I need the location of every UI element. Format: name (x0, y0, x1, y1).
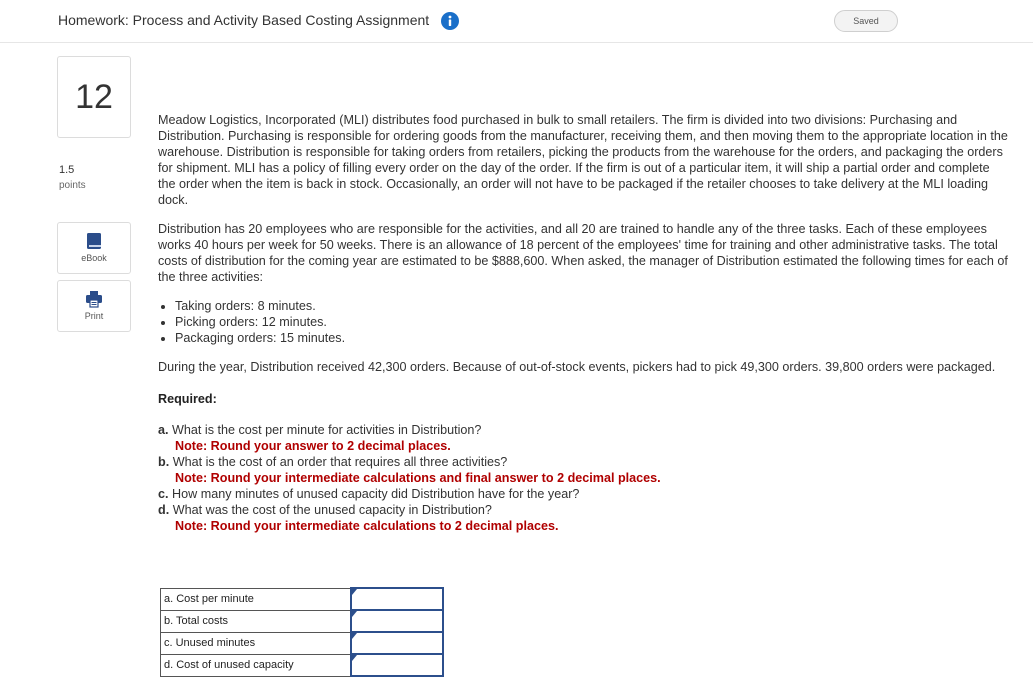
print-button[interactable] (57, 280, 131, 332)
activity-times-list (158, 298, 1008, 346)
required-heading: Required: (158, 392, 217, 406)
question-text: What is the cost of an order that requires all three activities? (172, 455, 508, 469)
answer-cell (351, 654, 443, 676)
question-content (158, 112, 1008, 534)
question-letter: a. (158, 423, 169, 437)
points-label: points (59, 180, 86, 191)
ebook-label: eBook (81, 253, 107, 263)
answer-cell (351, 588, 443, 610)
book-icon (85, 232, 103, 250)
table-row (161, 654, 444, 676)
answer-table (160, 587, 444, 677)
problem-paragraph-1: Meadow Logistics, Incorporated (MLI) distributes food purchased in bulk to small retailers. The firm is divided into two divisions: Purchasing and Distribution. Purchasing is responsible for ordering goods from the manufacturer, receiving them, and then moving them to the appropriate location in the warehouse. Distribution is responsible for taking orders from retailers, picking the products from the warehouse for the orders, and packaging the orders for shipment. MLI has a policy of filling every order on the day of the order. If the firm is out of a particular item, it will ship a partial order and complete the order when the item is back in stock. Occasionally, an order will not have to be packaged if the retailer chooses to take delivery at the MLI loading dock. (158, 113, 1008, 207)
question-number: 12 (57, 56, 131, 138)
question-letter: b. (158, 455, 170, 469)
question-letter: c. (158, 487, 169, 501)
list-item: • Taking orders: 8 minutes. (175, 298, 1008, 314)
cost-unused-capacity-input[interactable] (352, 656, 442, 674)
table-row (161, 610, 444, 632)
input-marker (352, 611, 357, 617)
total-costs-input[interactable] (352, 612, 442, 630)
question-d (158, 502, 1008, 534)
rounding-note: Note: Round your answer to 2 decimal places. (175, 439, 451, 453)
rounding-note: Note: Round your intermediate calculations to 2 decimal places. (175, 519, 559, 533)
input-marker (352, 633, 357, 639)
list-item: • Packaging orders: 15 minutes. (175, 330, 1008, 346)
assignment-title: Homework: Process and Activity Based Costing Assignment (58, 12, 430, 28)
answer-label-cost-unused-capacity: d. Cost of unused capacity (161, 654, 352, 676)
input-marker (352, 655, 357, 661)
question-text: How many minutes of unused capacity did Distribution have for the year? (172, 487, 580, 501)
question-letter: d. (158, 503, 170, 517)
list-item: • Picking orders: 12 minutes. (175, 314, 1008, 330)
answer-cell (351, 632, 443, 654)
cost-per-minute-input[interactable] (352, 590, 442, 608)
printer-icon (85, 290, 103, 308)
answer-cell (351, 610, 443, 632)
assignment-header (0, 0, 1033, 43)
answer-label-unused-minutes: c. Unused minutes (161, 632, 352, 654)
unused-minutes-input[interactable] (352, 634, 442, 652)
problem-paragraph-2: Distribution has 20 employees who are responsible for the activities, and all 20 are trained to handle any of the three tasks. Each of these employees works 40 hours per week for 50 weeks. There is an allowance of 18 percent of the employees' time for training and other administrative tasks. The total costs of distribution for the coming year are estimated to be $888,600. When asked, the manager of Distribution estimated the following times for each of the three activities: (158, 222, 1008, 284)
question-text: What is the cost per minute for activities in Distribution? (172, 423, 482, 437)
question-a (158, 422, 1008, 454)
saved-status-badge: Saved (834, 10, 898, 32)
rounding-note: Note: Round your intermediate calculations and final answer to 2 decimal places. (175, 471, 661, 485)
answer-label-total-costs: b. Total costs (161, 610, 352, 632)
problem-paragraph-3: During the year, Distribution received 42,300 orders. Because of out-of-stock events, pickers had to pick 49,300 orders. 39,800 orders were packaged. (158, 360, 996, 374)
question-text: What was the cost of the unused capacity in Distribution? (172, 503, 492, 517)
table-row (161, 632, 444, 654)
print-label: Print (84, 311, 104, 321)
question-c (158, 486, 1008, 502)
question-b (158, 454, 1008, 486)
points-value: 1.5 (59, 164, 75, 176)
ebook-button[interactable] (57, 222, 131, 274)
answer-label-cost-per-minute: a. Cost per minute (161, 588, 352, 610)
table-row (161, 588, 444, 610)
input-marker (352, 589, 357, 595)
info-icon[interactable] (441, 12, 459, 30)
